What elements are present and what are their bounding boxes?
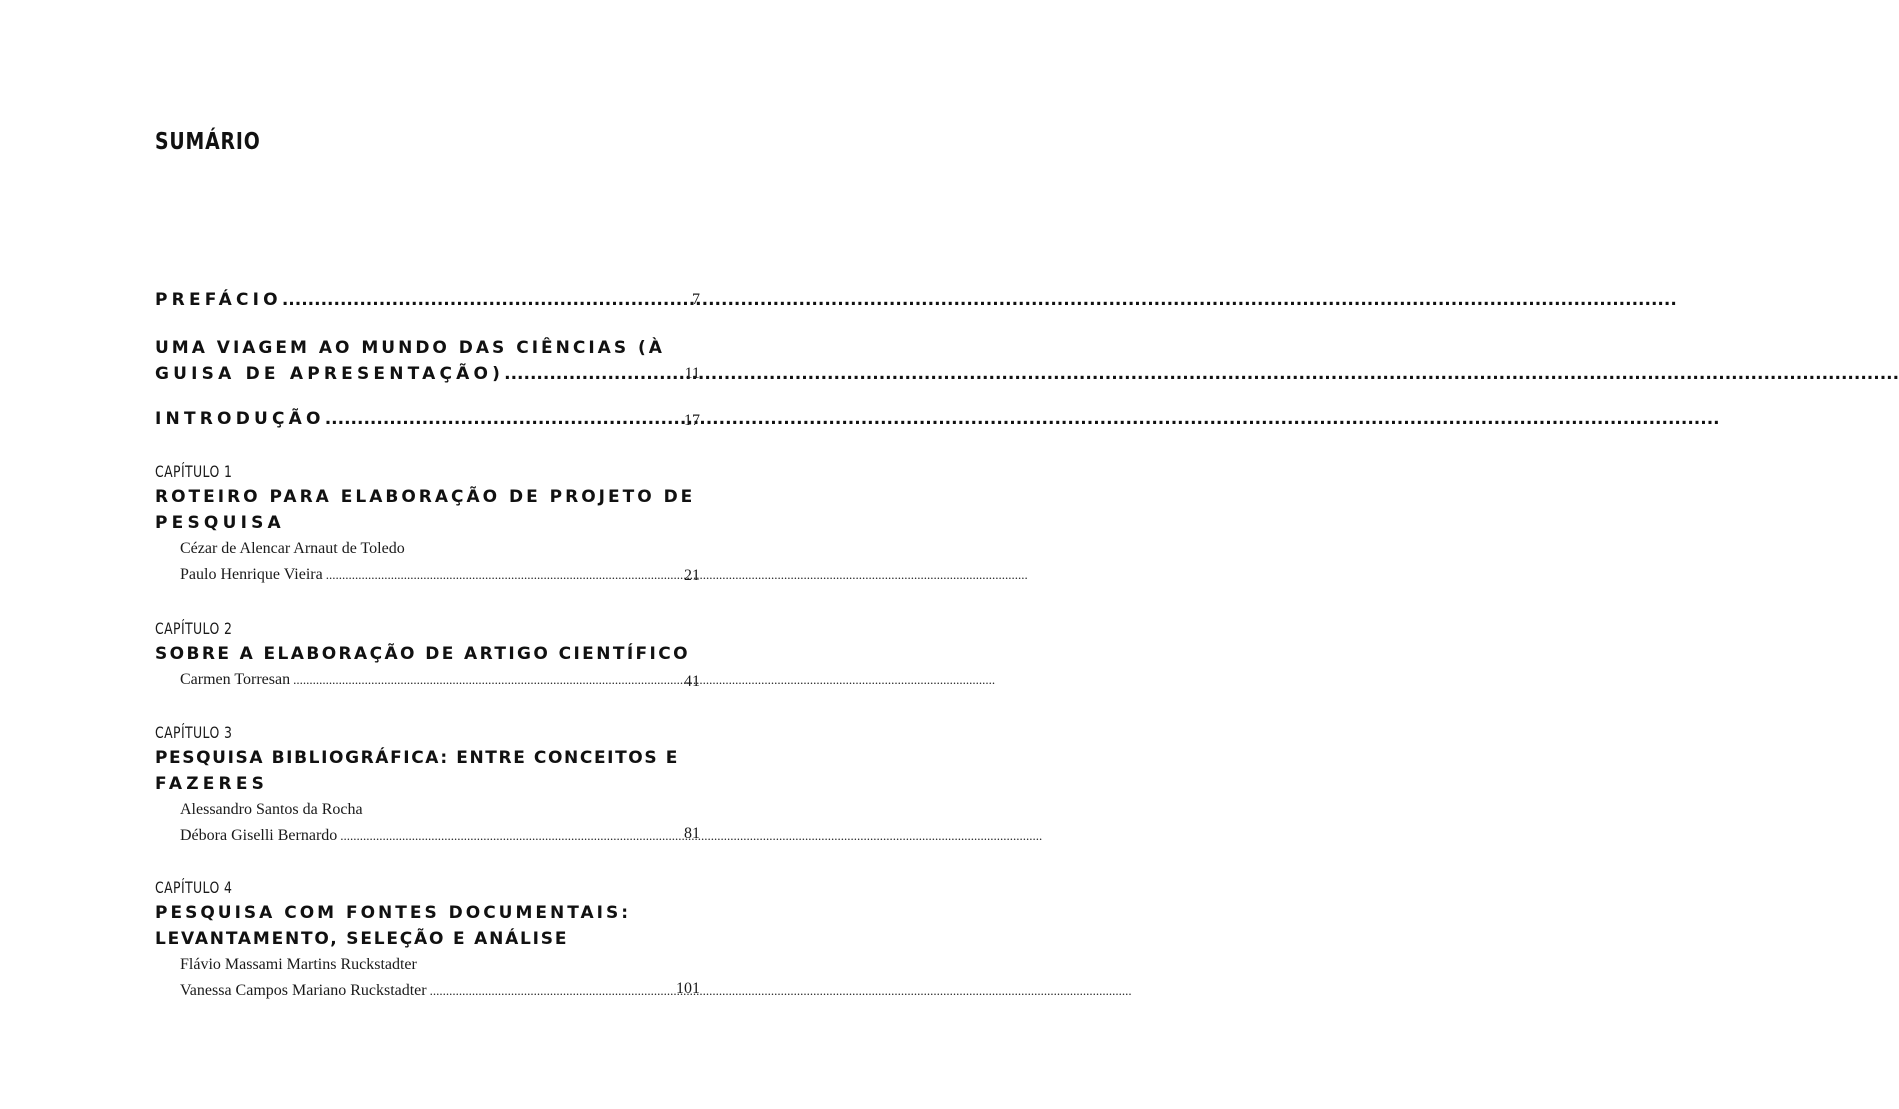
chapter-author: Cézar de Alencar Arnaut de Toledo [180, 540, 405, 557]
dot-leader [326, 562, 1028, 588]
chapter-author: Alessandro Santos da Rocha [180, 801, 363, 818]
toc-entry-heading [155, 287, 620, 313]
chapter-author: Débora Giselli Bernardo ..... [180, 823, 617, 849]
toc-entry-title: GUISA DE APRESENTAÇÃO) [155, 364, 505, 384]
toc-page-number: 41 [684, 673, 700, 690]
toc-entry-prefacio[interactable] [155, 287, 700, 313]
toc-entry-chapter-2[interactable] [155, 617, 700, 693]
toc-entry-title: PREFÁCIO [155, 290, 282, 310]
chapter-author: Carmen Torresan ..... [180, 667, 617, 693]
dot-leader [282, 287, 1677, 313]
toc-page-number: 21 [684, 567, 700, 584]
toc-entry-heading [155, 406, 620, 432]
chapter-label: CAPÍTULO 1 [155, 462, 233, 481]
toc-page-number: 7 [692, 291, 700, 308]
chapter-title-line2: LEVANTAMENTO, SELEÇÃO E ANÁLISE [155, 929, 569, 949]
toc-entry-chapter-4[interactable] [155, 876, 700, 1004]
chapter-author: Flávio Massami Martins Ruckstadter [180, 956, 417, 973]
toc-entry-heading-line2 [155, 361, 620, 387]
chapter-title-line1: ROTEIRO PARA ELABORAÇÃO DE PROJETO DE [155, 487, 696, 507]
chapter-label: CAPÍTULO 2 [155, 619, 233, 638]
toc-page-number: 81 [684, 825, 700, 842]
dot-leader [325, 406, 1720, 432]
toc-page-number: 101 [676, 980, 700, 997]
chapter-label: CAPÍTULO 3 [155, 723, 233, 742]
toc-entry-introducao[interactable] [155, 406, 700, 432]
dot-leader [504, 361, 1899, 387]
toc-entry-chapter-3[interactable] [155, 721, 700, 849]
dot-leader [293, 667, 995, 693]
dot-leader [430, 978, 1132, 1004]
chapter-title-line2: FAZERES [155, 774, 269, 794]
toc-entry-chapter-1[interactable] [155, 460, 700, 588]
chapter-title-line1: PESQUISA COM FONTES DOCUMENTAIS: [155, 903, 632, 923]
chapter-label: CAPÍTULO 4 [155, 878, 233, 897]
page-title: SUMÁRIO [155, 129, 261, 155]
chapter-title-line1: SOBRE A ELABORAÇÃO DE ARTIGO CIENTÍFICO [155, 644, 691, 664]
document-page [0, 0, 800, 1109]
toc-entry-apresentacao[interactable] [155, 335, 700, 387]
chapter-title-line2: PESQUISA [155, 513, 285, 533]
toc-page-number: 11 [684, 365, 700, 382]
chapter-title-line1: PESQUISA BIBLIOGRÁFICA: ENTRE CONCEITOS E [155, 748, 679, 768]
chapter-author: Paulo Henrique Vieira ..... [180, 562, 617, 588]
toc-page-number: 17 [684, 412, 700, 429]
toc-entry-title: INTRODUÇÃO [155, 409, 325, 429]
chapter-author: Vanessa Campos Mariano Ruckstadter ..... [180, 978, 617, 1004]
toc-entry-heading-line1: UMA VIAGEM AO MUNDO DAS CIÊNCIAS (À [155, 338, 665, 358]
